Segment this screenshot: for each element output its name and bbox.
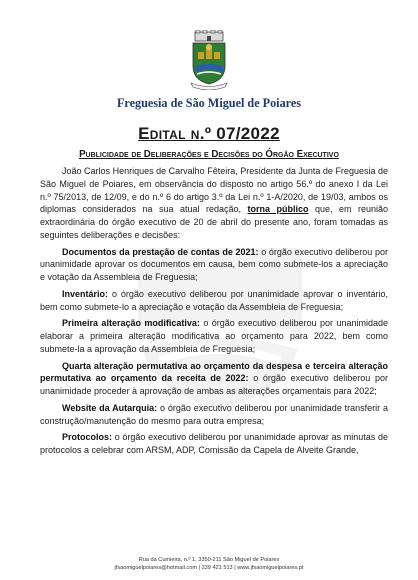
item-heading: Documentos da prestação de contas de 2021: bbox=[62, 246, 259, 257]
item-heading: Website da Autarquia: bbox=[62, 402, 158, 413]
item-text: o órgão executivo deliberou por unanimidade aprovar o inventário, bem como submete-lo a apreciação e votação da Assembleia de Freguesia; bbox=[40, 288, 388, 312]
document-body bbox=[40, 165, 388, 461]
item-paragraph bbox=[40, 246, 388, 284]
item-text: o órgão executivo deliberou por unanimidade proceder à aprovação de ambas as alterações orçamentais para 2022; bbox=[40, 373, 388, 396]
edital-title: Edital n.º 07/2022 bbox=[138, 124, 280, 143]
organization-name: Freguesia de São Miguel de Poiares bbox=[116, 96, 302, 110]
footer-address: Rua da Cumieira, n.º 1, 3350-211 São Miguel de Poiares bbox=[138, 557, 280, 563]
intro-paragraph bbox=[40, 165, 388, 242]
intro-emphasis: torna público bbox=[247, 204, 309, 215]
item-heading: Protocolos: bbox=[62, 432, 113, 443]
item-text: o órgão executivo deliberou por unanimidade transferir a construção/manutenção do mesmo para outra empresa; bbox=[40, 402, 388, 426]
item-paragraph bbox=[40, 360, 388, 398]
footer bbox=[0, 556, 418, 572]
item-heading: Quarta alteração permutativa ao orçamento da despesa e terceira alteração permutativa ao orçamento da receita de 2022: bbox=[40, 360, 388, 384]
item-paragraph bbox=[40, 288, 388, 314]
edital-subtitle: Publicidade de Deliberações e Decisões do Órgão Executivo bbox=[79, 149, 339, 160]
intro-text-after: que, em reunião extraordinária do órgão executivo de 20 de abril do presente ano, foram tomadas as seguintes deliberações e decisões: bbox=[40, 204, 388, 240]
item-paragraph bbox=[40, 317, 388, 355]
coat-of-arms-icon bbox=[187, 30, 231, 90]
item-text: o órgão executivo deliberou por unanimidade aprovar as minutas de protocolos a celebrar com ARSM, ADP, Comissão da Capela de Alveite Grande, bbox=[40, 432, 388, 455]
item-heading: Inventário: bbox=[62, 288, 109, 299]
footer-contacts: jfsaomiguelpoiares@hotmail.com | 239 421 513 | www.jfsaomiguelpoiares.pt bbox=[114, 565, 304, 571]
item-text: o órgão executivo deliberou por unanimidade aprovar os documentos em causa, bem como submete-los a apreciação e votação da Assembleia de Freguesia; bbox=[40, 246, 388, 282]
intro-text: João Carlos Henriques de Carvalho Fêteira, Presidente da Junta de Freguesia de São Miguel de Poiares, em observância do disposto no artigo 56.º do anexo I da Lei n.º 75/2013, de 12/09, e do n.º 6 do artigo 3.º da Lei n.º 1-A/2020, de 19/03, ambos os diplomas considerados na sua atual redação, bbox=[40, 166, 388, 215]
item-paragraph bbox=[40, 402, 388, 428]
item-text: o órgão executivo deliberou por unanimidade elaborar a primeira alteração modificativa ao orçamento para 2022, bem como submete-la a aprovação da Assembleia de Freguesia; bbox=[40, 318, 388, 354]
item-heading: Primeira alteração modificativa: bbox=[62, 318, 200, 329]
item-paragraph bbox=[40, 431, 388, 457]
